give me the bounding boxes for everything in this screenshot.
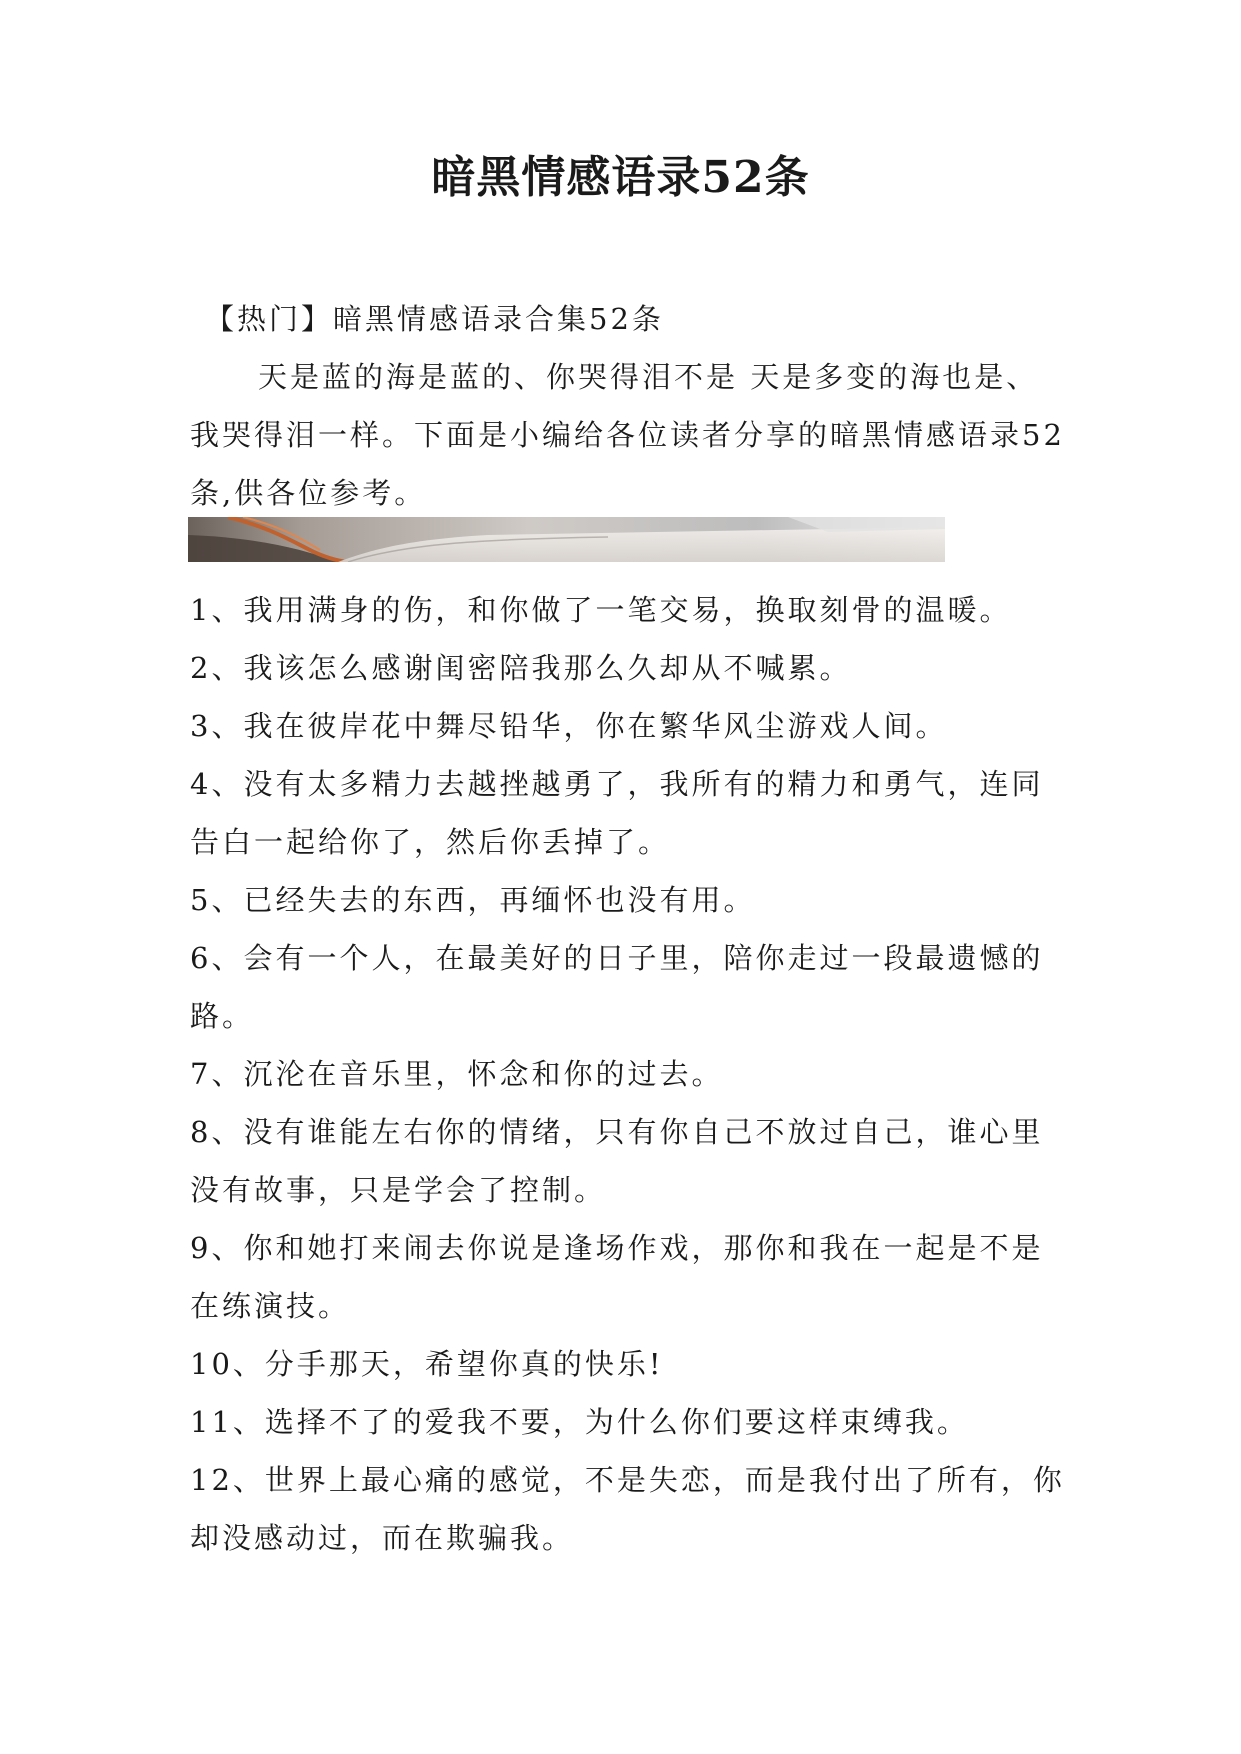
subtitle: 【热门】暗黑情感语录合集52条	[205, 302, 664, 336]
list-item: 12、世界上最心痛的感觉，不是失恋，而是我付出了所有，你却没感动过，而在欺骗我。	[190, 1463, 1065, 1555]
list-item: 6、会有一个人，在最美好的日子里，陪你走过一段最遗憾的路。	[190, 941, 1044, 1033]
list-item: 10、分手那天，希望你真的快乐!	[190, 1347, 664, 1381]
book-photo-graphic	[188, 517, 945, 562]
list-item: 5、已经失去的东西，再缅怀也没有用。	[190, 883, 756, 917]
list-item: 2、我该怎么感谢闺密陪我那么久却从不喊累。	[190, 651, 852, 685]
list-item: 9、你和她打来闹去你说是逢场作戏，那你和我在一起是不是在练演技。	[190, 1231, 1044, 1323]
intro-paragraph: 天是蓝的海是蓝的、你哭得泪不是 天是多变的海也是、我哭得泪一样。下面是小编给各位读者分享的暗黑情感语录52条,供各位参考。	[190, 360, 1065, 510]
quote-list	[190, 581, 1070, 1567]
page-title: 暗黑情感语录52条	[431, 152, 810, 203]
list-item: 8、没有谁能左右你的情绪，只有你自己不放过自己，谁心里没有故事，只是学会了控制。	[190, 1115, 1044, 1207]
banner-image	[188, 517, 945, 562]
list-item: 1、我用满身的伤，和你做了一笔交易，换取刻骨的温暖。	[190, 593, 1012, 627]
list-item: 4、没有太多精力去越挫越勇了，我所有的精力和勇气，连同告白一起给你了，然后你丢掉了。	[190, 767, 1044, 859]
list-item: 11、选择不了的爱我不要，为什么你们要这样束缚我。	[190, 1405, 969, 1439]
list-item: 7、沉沦在音乐里，怀念和你的过去。	[190, 1057, 724, 1091]
list-item: 3、我在彼岸花中舞尽铅华，你在繁华风尘游戏人间。	[190, 709, 948, 743]
